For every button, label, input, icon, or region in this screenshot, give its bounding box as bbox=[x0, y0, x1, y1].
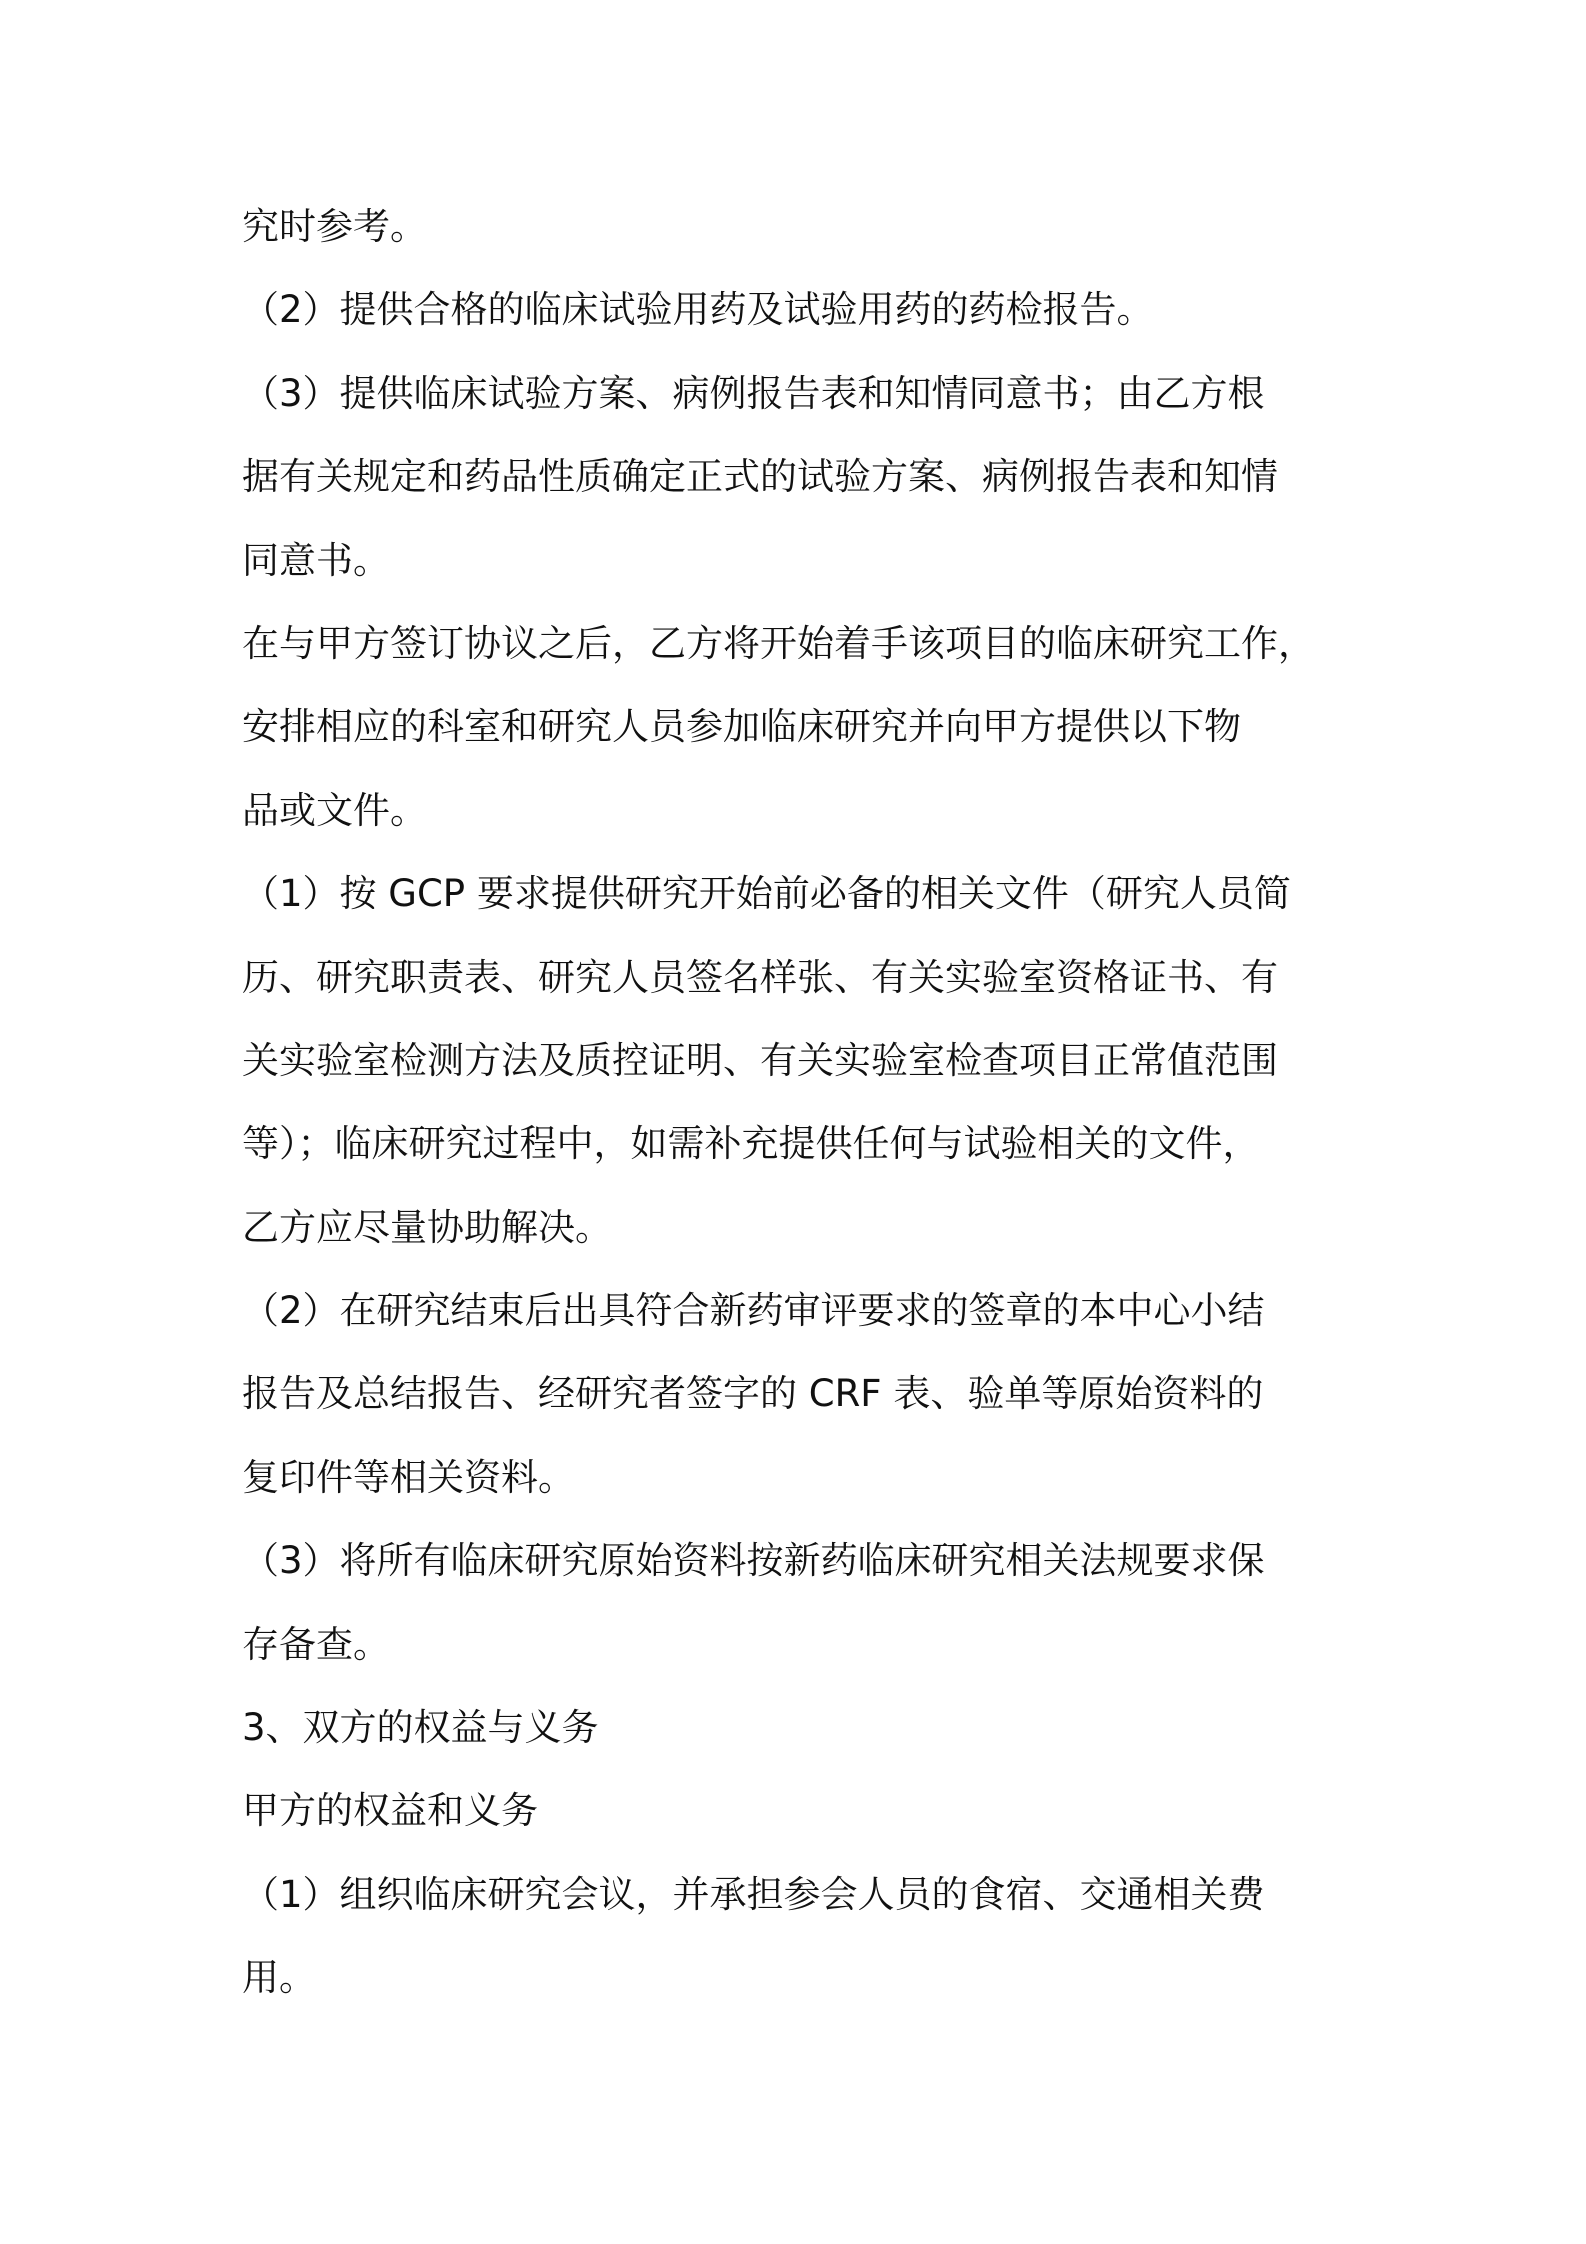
subsection-heading: 甲方的权益和义务 bbox=[242, 1789, 538, 1833]
text-line: 用。 bbox=[242, 1956, 316, 2000]
text-line: （2）提供合格的临床试验用药及试验用药的药检报告。 bbox=[242, 288, 1154, 332]
text-line: 历、研究职责表、研究人员签名样张、有关实验室资格证书、有 bbox=[242, 955, 1278, 999]
text-line: （1）按 GCP 要求提供研究开始前必备的相关文件（研究人员简 bbox=[242, 872, 1291, 916]
text-line: 等）；临床研究过程中，如需补充提供任何与试验相关的文件， bbox=[242, 1122, 1260, 1166]
text-line: 存备查。 bbox=[242, 1622, 390, 1666]
text-line: 安排相应的科室和研究人员参加临床研究并向甲方提供以下物 bbox=[242, 705, 1241, 749]
text-line: 品或文件。 bbox=[242, 788, 427, 832]
section-heading: 3、双方的权益与义务 bbox=[242, 1706, 599, 1750]
text-line: 报告及总结报告、经研究者签字的 CRF 表、验单等原始资料的 bbox=[242, 1372, 1264, 1416]
text-line: 究时参考。 bbox=[242, 205, 427, 248]
text-line: （1）组织临床研究会议，并承担参会人员的食宿、交通相关费 bbox=[242, 1872, 1265, 1916]
text-line: 复印件等相关资料。 bbox=[242, 1455, 575, 1499]
text-line: （2）在研究结束后出具符合新药审评要求的签章的本中心小结 bbox=[242, 1289, 1265, 1333]
text-line: （3）将所有临床研究原始资料按新药临床研究相关法规要求保 bbox=[242, 1539, 1265, 1583]
text-line: 关实验室检测方法及质控证明、有关实验室检查项目正常值范围 bbox=[242, 1038, 1278, 1082]
text-line: （3）提供临床试验方案、病例报告表和知情同意书；由乙方根 bbox=[242, 371, 1265, 415]
text-line: 据有关规定和药品性质确定正式的试验方案、病例报告表和知情 bbox=[242, 455, 1278, 499]
document-body bbox=[242, 185, 1362, 2020]
text-line: 同意书。 bbox=[242, 538, 390, 582]
text-line: 在与甲方签订协议之后，乙方将开始着手该项目的临床研究工作， bbox=[242, 621, 1315, 665]
text-line: 乙方应尽量协助解决。 bbox=[242, 1205, 612, 1249]
